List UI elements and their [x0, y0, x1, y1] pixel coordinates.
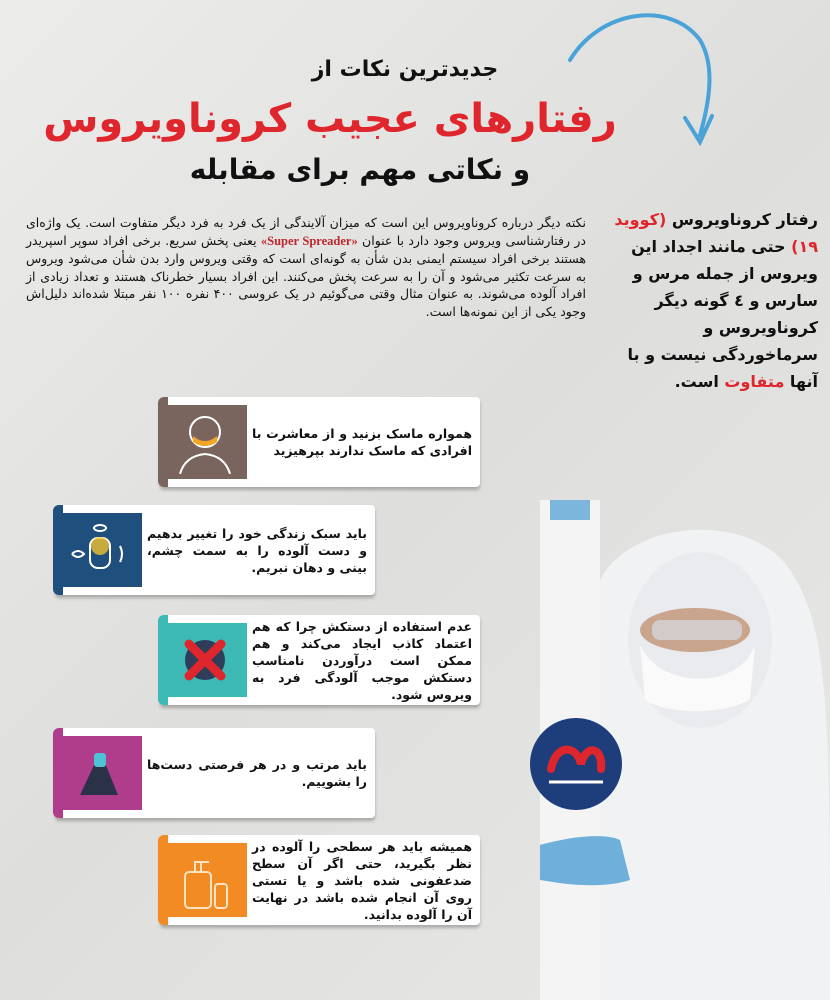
tip-text: همیشه باید هر سطحی را آلوده در نظر بگیرید، حتی اگر آن سطح ضدعفونی شده باشد و یا تستی روی آن انجام شده باشد در نهایت آن را آلوده بدانید. — [252, 838, 472, 922]
title-line-2: رفتارهای عجیب کروناویروس — [43, 96, 617, 142]
side-note-text: رفتار کروناویروس — [666, 210, 818, 229]
title-line-3: و نکاتی مهم برای مقابله — [189, 153, 531, 186]
no-gloves-icon — [163, 623, 247, 697]
intro-paragraph — [26, 214, 586, 320]
tip-text: باید مرتب و در هر فرصتی دست‌ها را بشوییم. — [147, 757, 367, 789]
tip-text: همواره ماسک بزنید و از معاشرت با افرادی که ماسک ندارند بپرهیزید — [252, 426, 472, 458]
tip-card-surfaces — [160, 835, 480, 925]
tip-card-gloves — [160, 615, 480, 705]
paragraph-text: یعنی پخش سریع. برخی افراد سوپر اسپریدر هستند برخی افراد سیستم ایمنی بدن شأن به گونه‌ای است که وقتی ویروس وارد بدن شأن می‌شود ویروس به سرعت تکثیر می‌شود و آن را به سرعت پخش می‌کنند. این افراد بسیار خطرناک هستند و تعداد زیادی از افراد آلوده می‌شوند. به عنوان مثال وقتی می‌گوئیم در یک عروسی ۴۰۰ نفره ۱۰۰ نفر مبتلا شده‌اند دلیل‌اش وجود یکی از این نمونه‌ها است. — [26, 232, 586, 319]
tip-card-mask — [160, 397, 480, 487]
side-note-highlight: (کووید ۱۹) — [614, 210, 818, 256]
side-note-highlight: متفاوت — [724, 372, 785, 391]
tip-card-hands-face — [55, 505, 375, 595]
tip-text: باید سبک زندگی خود را تغییر بدهیم و دست آلوده را به سمت چشم، بینی و دهان نبریم. — [147, 525, 367, 575]
tip-card-handwash — [55, 728, 375, 818]
hand-face-icon — [58, 513, 142, 587]
hand-wash-icon — [58, 736, 142, 810]
side-note — [596, 206, 818, 395]
super-spreader-term: «Super Spreader» — [260, 233, 358, 248]
sanitizer-bottles-icon — [163, 843, 247, 917]
paragraph-text: نکته دیگر درباره کروناویروس این است که میزان آلایندگی از یک فرد به فرد دیگر متفاوت است. یک واژه‌ای در رفتارشناسی ویروس وجود دارد با عنوان — [26, 215, 586, 248]
tip-text: عدم استفاده از دستکش چرا که هم اعتماد کاذب ایجاد می‌کند و هم ممکن است درآوردن نامناسب دستکش موجب آلودگی فرد به ویروس شود. — [252, 618, 472, 702]
title-line-1: جدیدترین نکات از — [311, 57, 499, 82]
mehr-news-logo — [530, 718, 622, 810]
side-note-text: حتی مانند اجداد این ویروس از جمله مرس و سارس و ٤ گونه دیگر کروناویروس و سرماخوردگی نیست و با آنها — [627, 237, 818, 391]
masked-person-icon — [163, 405, 247, 479]
mehr-logo-mark-icon — [541, 734, 611, 794]
side-note-text: است. — [674, 372, 725, 391]
